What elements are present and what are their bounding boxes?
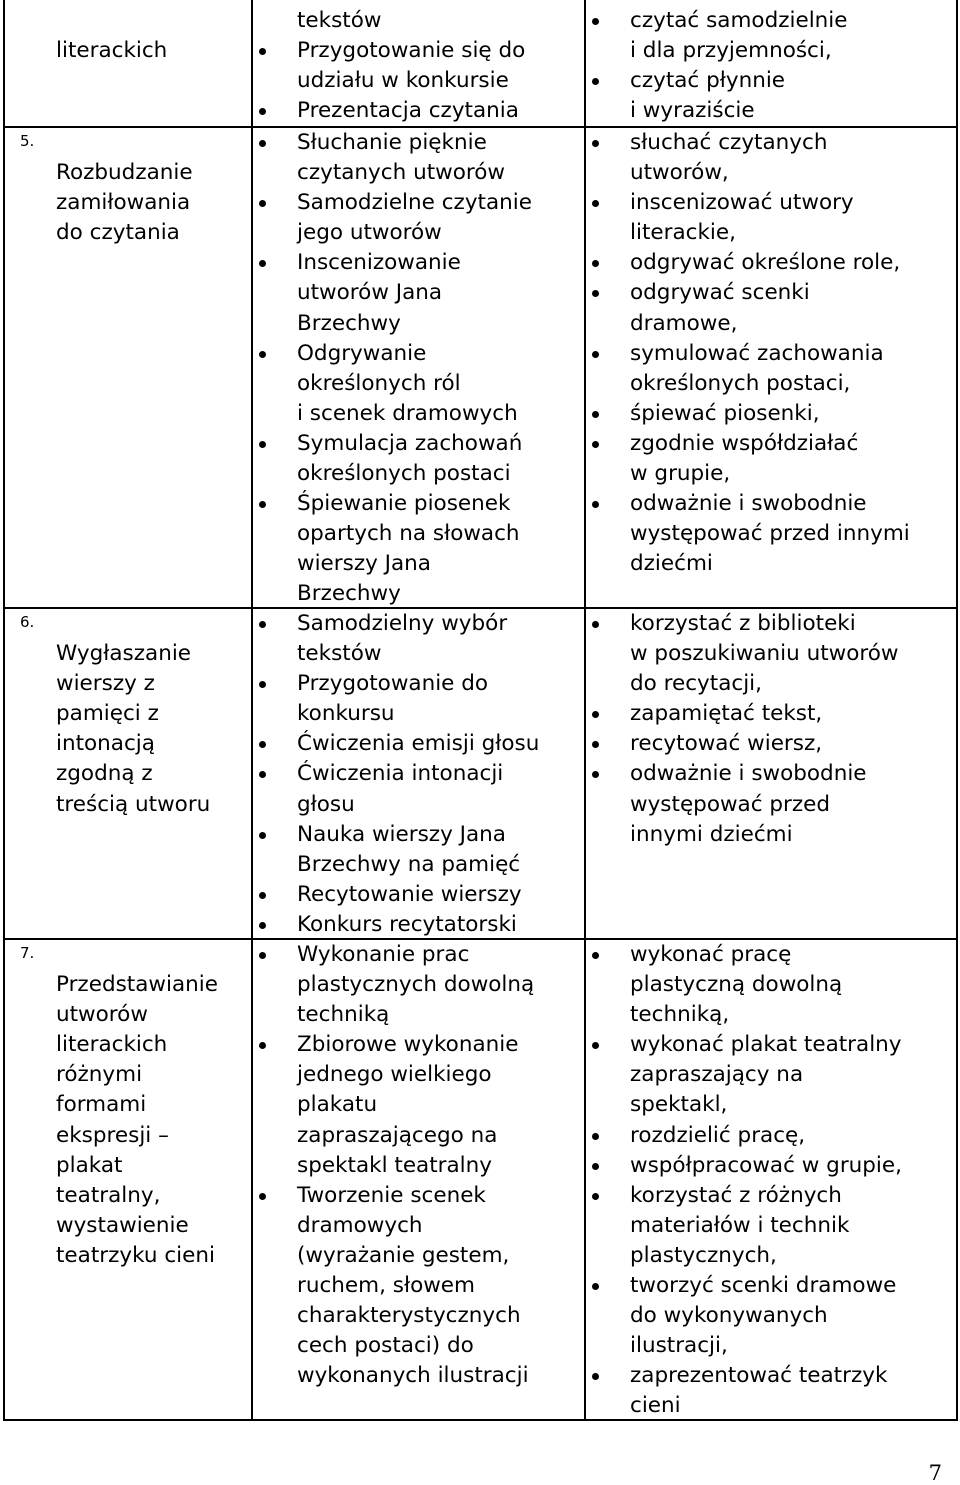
activities-cell <box>255 609 582 940</box>
bullet-icon <box>592 78 599 85</box>
list-item: śpiewać piosenki, <box>588 399 954 429</box>
list-item: wykonać pracę plastyczną dowolną techniką, <box>588 940 954 1030</box>
list-item: korzystać z biblioteki w poszukiwaniu utworów do recytacji, <box>588 609 954 699</box>
list-item: odważnie i swobodnie występować przed innymi dziećmi <box>588 489 954 579</box>
list-item: Zbiorowe wykonanie jednego wielkiego plakatu zapraszającego na spektakl teatralny <box>255 1030 582 1180</box>
row-number: 6. <box>20 613 35 631</box>
bullet-icon <box>592 260 599 267</box>
topic-text: Wygłaszanie wierszy z pamięci z intonacją zgodną z treścią utworu <box>56 641 211 817</box>
list-item: Tworzenie scenek dramowych (wyrażanie gestem, ruchem, słowem charakterystycznych cech postaci) do wykonanych ilustracji <box>255 1181 582 1392</box>
bullet-icon <box>592 1283 599 1290</box>
bullet-icon <box>592 771 599 778</box>
list-item: Samodzielne czytanie jego utworów <box>255 188 582 248</box>
list-item: Przygotowanie do konkursu <box>255 669 582 729</box>
list-item: Prezentacja czytania <box>255 96 582 126</box>
topic-text: literackich <box>56 38 168 64</box>
list-item: Przygotowanie się do udziału w konkursie <box>255 36 582 96</box>
list-item: współpracować w grupie, <box>588 1151 954 1181</box>
outcomes-cell <box>588 6 954 126</box>
bullet-icon <box>259 892 266 899</box>
list-item: Ćwiczenia intonacji głosu <box>255 759 582 819</box>
bullet-icon <box>259 1193 266 1200</box>
list-item: odważnie i swobodnie występować przed innymi dziećmi <box>588 759 954 849</box>
activity-list <box>255 36 582 126</box>
bullet-icon <box>592 1042 599 1049</box>
bullet-icon <box>259 681 266 688</box>
list-item: Śpiewanie piosenek opartych na słowach wierszy Jana Brzechwy <box>255 489 582 609</box>
activities-cell <box>255 940 582 1391</box>
list-item: zapamiętać tekst, <box>588 699 954 729</box>
list-item: Nauka wierszy Jana Brzechwy na pamięć <box>255 820 582 880</box>
bullet-icon <box>592 711 599 718</box>
bullet-icon <box>592 952 599 959</box>
activities-cell <box>255 6 582 126</box>
outcome-list <box>588 6 954 126</box>
activity-list <box>255 609 582 940</box>
bullet-icon <box>259 621 266 628</box>
bullet-icon <box>592 621 599 628</box>
bullet-icon <box>592 741 599 748</box>
list-item: korzystać z różnych materiałów i technik plastycznych, <box>588 1181 954 1271</box>
bullet-icon <box>592 1373 599 1380</box>
list-item: czytać płynnie i wyraziście <box>588 66 954 126</box>
bullet-icon <box>592 501 599 508</box>
outcome-list <box>588 609 954 850</box>
bullet-icon <box>259 260 266 267</box>
bullet-icon <box>259 952 266 959</box>
list-item: wykonać plakat teatralny zapraszający na spektakl, <box>588 1030 954 1120</box>
bullet-icon <box>259 922 266 929</box>
bullet-icon <box>259 832 266 839</box>
outcomes-cell <box>588 128 954 579</box>
activity-list <box>255 940 582 1391</box>
list-item: odgrywać scenki dramowe, <box>588 278 954 338</box>
list-item: czytać samodzielnie i dla przyjemności, <box>588 6 954 66</box>
bullet-icon <box>592 1133 599 1140</box>
bullet-icon <box>592 411 599 418</box>
outcome-list <box>588 940 954 1422</box>
list-item: zaprezentować teatrzyk cieni <box>588 1361 954 1421</box>
topic-cell <box>56 6 248 66</box>
list-item: Symulacja zachowań określonych postaci <box>255 429 582 489</box>
bullet-icon <box>259 771 266 778</box>
bullet-icon <box>592 351 599 358</box>
bullet-icon <box>592 290 599 297</box>
outcome-list <box>588 128 954 579</box>
list-item: Wykonanie prac plastycznych dowolną techniką <box>255 940 582 1030</box>
bullet-icon <box>592 1193 599 1200</box>
list-item: Inscenizowanie utworów Jana Brzechwy <box>255 248 582 338</box>
list-item: Samodzielny wybór tekstów <box>255 609 582 669</box>
row-number: 7. <box>20 944 35 962</box>
list-item: recytować wiersz, <box>588 729 954 759</box>
outcomes-cell <box>588 940 954 1422</box>
list-item: Konkurs recytatorski <box>255 910 582 940</box>
topic-cell <box>56 940 248 1271</box>
activity-continuation: tekstów <box>297 8 382 33</box>
activities-cell <box>255 128 582 610</box>
bullet-icon <box>259 1042 266 1049</box>
topic-text: Przedstawianie utworów literackich różnymi formami ekspresji – plakat teatralny, wystawienie teatrzyku cieni <box>56 972 218 1268</box>
topic-cell <box>56 609 248 820</box>
bullet-icon <box>259 48 266 55</box>
bullet-icon <box>259 441 266 448</box>
row-number: 5. <box>20 132 35 150</box>
list-item: słuchać czytanych utworów, <box>588 128 954 188</box>
list-item: tworzyć scenki dramowe do wykonywanych ilustracji, <box>588 1271 954 1361</box>
topic-cell <box>56 128 248 248</box>
list-item: Odgrywanie określonych ról i scenek dramowych <box>255 339 582 429</box>
bullet-icon <box>259 741 266 748</box>
list-item: odgrywać określone role, <box>588 248 954 278</box>
list-item: zgodnie współdziałać w grupie, <box>588 429 954 489</box>
list-item: Recytowanie wierszy <box>255 880 582 910</box>
bullet-icon <box>592 200 599 207</box>
list-item: Ćwiczenia emisji głosu <box>255 729 582 759</box>
bullet-icon <box>259 108 266 115</box>
table-border-col1 <box>251 0 253 1421</box>
bullet-icon <box>259 200 266 207</box>
bullet-icon <box>592 441 599 448</box>
list-item: rozdzielić pracę, <box>588 1121 954 1151</box>
table-border-right <box>956 0 958 1421</box>
bullet-icon <box>592 140 599 147</box>
topic-text: Rozbudzanie zamiłowania do czytania <box>56 160 193 246</box>
bullet-icon <box>592 1163 599 1170</box>
list-item: Słuchanie pięknie czytanych utworów <box>255 128 582 188</box>
outcomes-cell <box>588 609 954 850</box>
activity-list <box>255 128 582 610</box>
table-border-col2 <box>584 0 586 1421</box>
page-number: 7 <box>928 1461 942 1485</box>
list-item: inscenizować utwory literackie, <box>588 188 954 248</box>
list-item: symulować zachowania określonych postaci, <box>588 339 954 399</box>
bullet-icon <box>259 351 266 358</box>
bullet-icon <box>259 501 266 508</box>
bullet-icon <box>259 140 266 147</box>
table-border-left <box>3 0 5 1421</box>
bullet-icon <box>592 18 599 25</box>
